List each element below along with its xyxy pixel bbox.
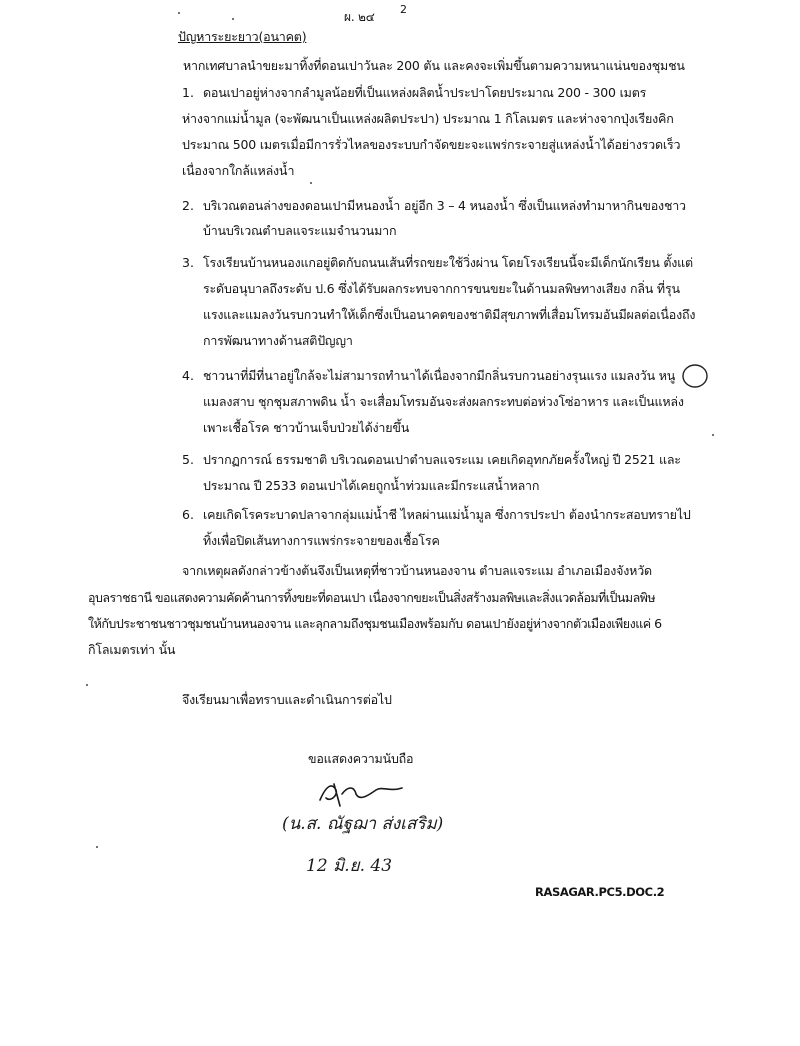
scan-speck	[96, 846, 98, 848]
item-5-line: ประมาณ ปี 2533 ดอนเปาได้เคยถูกน้ำท่วมและมีกระแสน้ำหลาก	[203, 478, 540, 493]
conclusion-line: กิโลเมตรเท่า นั้น	[88, 642, 176, 657]
item-1-line: ดอนเปาอยู่ห่างจากลำมูลน้อยที่เป็นแหล่งผลิตน้ำประปาโดยประมาณ 200 - 300 เมตร	[203, 85, 647, 100]
intro-paragraph: หากเทศบาลนำขยะมาทิ้งที่ดอนเปาวันละ 200 ตัน และคงจะเพิ่มขึ้นตามความหนาแน่นของชุมชน	[183, 58, 685, 73]
item-number: 6.	[182, 507, 194, 522]
page-number: 2	[400, 3, 407, 16]
item-number: 4.	[182, 368, 194, 383]
item-3-line: ระดับอนุบาลถึงระดับ ป.6 ซึ่งได้รับผลกระทบจากการขนขยะในด้านมลพิษทางเสียง กลิ่น ที่รุน	[203, 281, 680, 296]
closing-request: จึงเรียนมาเพื่อทราบและดำเนินการต่อไป	[182, 692, 392, 707]
item-2-line: บ้านบริเวณตำบลแจระแมจำนวนมาก	[203, 223, 397, 238]
scan-speck	[310, 182, 312, 184]
conclusion-line: ให้กับประชาชนชาวชุมชนบ้านหนองจาน และลุกลามถึงชุมชนเมืองพร้อมกับ ดอนเปายังอยู่ห่างจากตัวเมืองเพียงแค่ 6	[88, 616, 662, 631]
scan-speck	[712, 434, 714, 436]
item-number: 5.	[182, 452, 194, 467]
item-4-line: ชาวนาที่มีที่นาอยู่ใกล้จะไม่สามารถทำนาได้เนื่องจากมีกลิ่นรบกวนอย่างรุนแรง แมลงวัน หนู	[203, 368, 676, 383]
item-3-line: แรงและแมลงวันรบกวนทำให้เด็กซึ่งเป็นอนาคตของชาติมีสุขภาพที่เสื่อมโทรมอันมีผลต่อเนื่องถึง	[203, 307, 696, 322]
handwritten-signature	[316, 776, 406, 810]
item-2-line: บริเวณตอนล่างของดอนเปามีหนองน้ำ อยู่อีก 3 – 4 หนองน้ำ ซึ่งเป็นแหล่งทำมาหากินของชาว	[203, 198, 686, 213]
section-title: ปัญหาระยะยาว(อนาคต)	[178, 29, 307, 44]
item-1-line: ประมาณ 500 เมตรเมื่อมีการรั่วไหลของระบบกำจัดขยะจะแพร่กระจายสู่แหล่งน้ำได้อย่างรวดเร็ว	[182, 137, 681, 152]
document-code: RASAGAR.PC5.DOC.2	[535, 885, 665, 899]
item-6-line: ทิ้งเพื่อปิดเส้นทางการแพร่กระจายของเชื้อโรค	[203, 533, 440, 548]
item-3-line: การพัฒนาทางด้านสติปัญญา	[203, 333, 353, 348]
item-number: 2.	[182, 198, 194, 213]
item-4-line: แมลงสาบ ชุกชุมสภาพดิน น้ำ จะเสื่อมโทรมอันจะส่งผลกระทบต่อห่วงโซ่อาหาร และเป็นแหล่ง	[203, 394, 684, 409]
scan-speck	[178, 12, 180, 14]
item-5-line: ปรากฏการณ์ ธรรมชาติ บริเวณดอนเปาตำบลแจระแม เคยเกิดอุทกภัยครั้งใหญ่ ปี 2521 และ	[203, 452, 681, 467]
item-4-line: เพาะเชื้อโรค ชาวบ้านเจ็บป่วยได้ง่ายขึ้น	[203, 420, 410, 435]
item-6-line: เคยเกิดโรคระบาดปลาจากลุ่มแม่น้ำชี ไหลผ่านแม่น้ำมูล ซึ่งการประปา ต้องนำกระสอบทรายไป	[203, 507, 691, 522]
signoff: ขอแสดงความนับถือ	[308, 751, 414, 766]
item-1-line: เนื่องจากใกล้แหล่งน้ำ	[182, 163, 295, 178]
item-number: 1.	[182, 85, 194, 100]
conclusion-line: อุบลราชธานี ขอแสดงความคัดค้านการทิ้งขยะที่ดอนเปา เนื่องจากขยะเป็นสิ่งสร้างมลพิษและสิ่งแวดล้อมที่เป็นมลพิษ	[88, 590, 656, 605]
item-1-line: ห่างจากแม่น้ำมูล (จะพัฒนาเป็นแหล่งผลิตประปา) ประมาณ 1 กิโลเมตร และห่างจากปุ่งเรียงคิก	[182, 111, 674, 126]
item-3-line: โรงเรียนบ้านหนองแกอยู่ติดกับถนนเส้นที่รถขยะใช้วิ่งผ่าน โดยโรงเรียนนี้จะมีเด็กนักเรียน ตั้งแต่	[203, 255, 693, 270]
item-number: 3.	[182, 255, 194, 270]
signature-date: 12 มิ.ย. 43	[306, 856, 393, 876]
conclusion-line: จากเหตุผลดังกล่าวข้างต้นจึงเป็นเหตุที่ชาวบ้านหนองจาน ตำบลแจระแม อำเภอเมืองจังหวัด	[182, 563, 652, 578]
page-marker: ผ. ๒๔	[344, 10, 375, 24]
signature-name: (น.ส. ณัฐฌา ส่งเสริม)	[282, 814, 444, 834]
handdrawn-circle-mark	[680, 362, 710, 390]
scan-speck	[86, 684, 88, 686]
scan-speck	[232, 18, 234, 20]
